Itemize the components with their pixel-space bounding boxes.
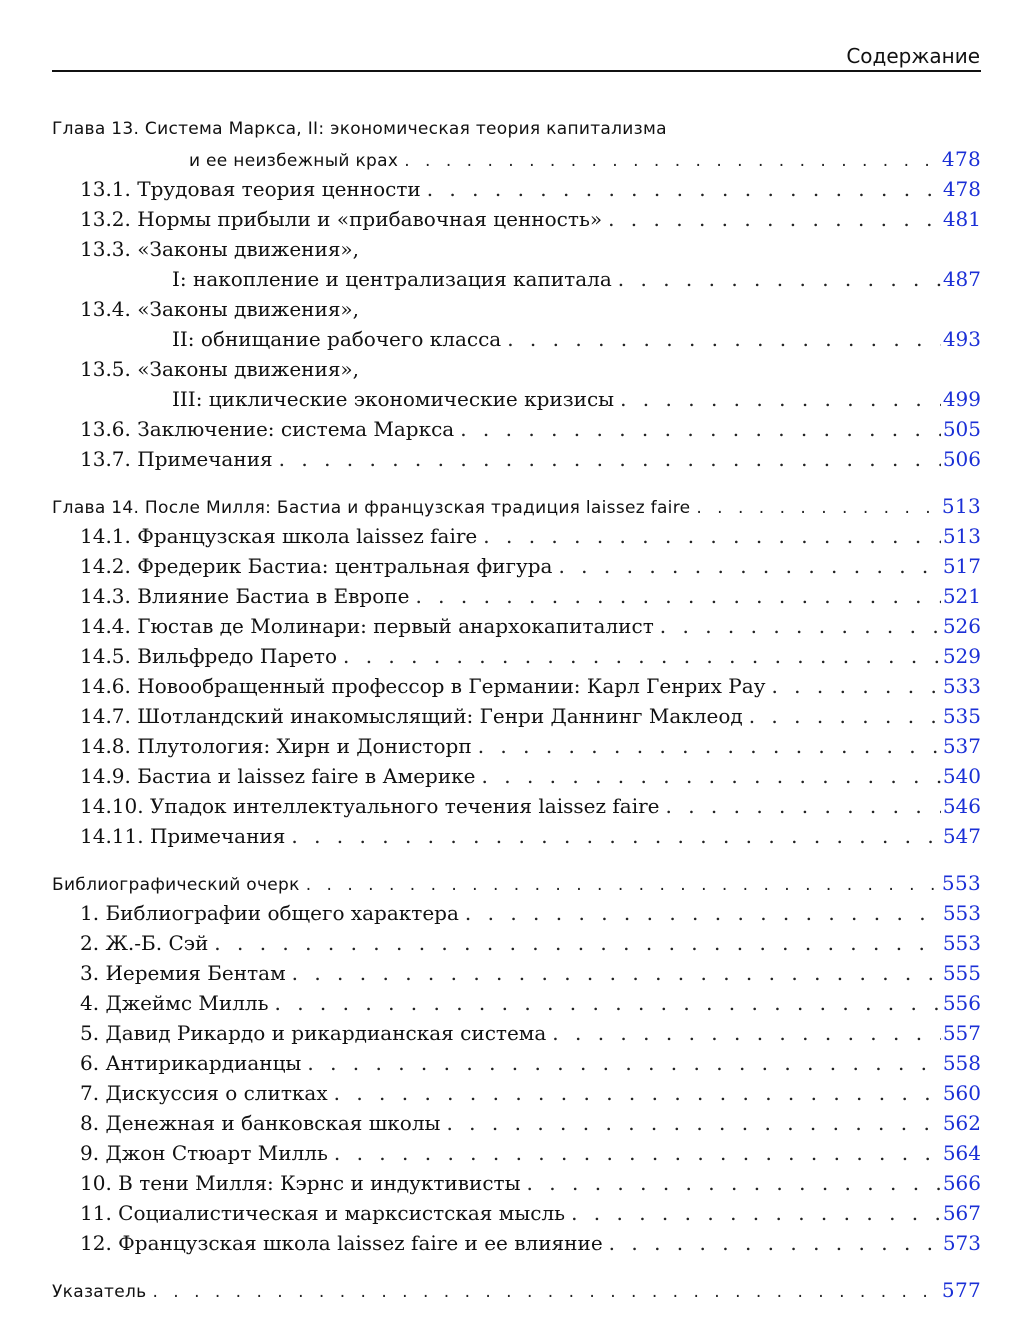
page-number[interactable]: 499 — [942, 387, 981, 411]
toc-entry-bib-11[interactable]: 11. Социалистическая и марксистская мысль . . . 567 — [52, 1198, 981, 1228]
page-number[interactable]: 506 — [942, 447, 981, 471]
toc-entry-bib-2[interactable]: 2. Ж.-Б. Сэй . . . 553 — [52, 928, 981, 958]
toc-entry-14-11[interactable]: 14.11. Примечания . . . 547 — [52, 821, 981, 851]
toc-entry-13-3[interactable]: I: накопление и централизация капитала . . . 487 — [52, 264, 981, 294]
toc-entry-14-4[interactable]: 14.4. Гюстав де Молинари: первый анархокапиталист . . . 526 — [52, 611, 981, 641]
toc-entry-14-10[interactable]: 14.10. Упадок интеллектуального течения laissez faire . . . 546 — [52, 791, 981, 821]
toc-entry-bib-3[interactable]: 3. Иеремия Бентам . . . 555 — [52, 958, 981, 988]
toc-entry-bib-10[interactable]: 10. В тени Милля: Кэрнс и индуктивисты . . . 566 — [52, 1168, 981, 1198]
page-number[interactable]: 529 — [942, 644, 981, 668]
toc-entry-bib-8[interactable]: 8. Денежная и банковская школы . . . 562 — [52, 1108, 981, 1138]
page-number[interactable]: 487 — [942, 267, 981, 291]
header-rule — [52, 70, 981, 72]
toc-entry-bib-9[interactable]: 9. Джон Стюарт Милль . . . 564 — [52, 1138, 981, 1168]
page-number[interactable]: 577 — [941, 1278, 981, 1302]
page-number[interactable]: 567 — [942, 1201, 981, 1225]
page-number[interactable]: 547 — [942, 824, 981, 848]
toc-entry-14-6[interactable]: 14.6. Новообращенный профессор в Германии: Карл Генрих Рау . . . 533 — [52, 671, 981, 701]
page-number[interactable]: 573 — [942, 1231, 981, 1255]
toc-entry-14-3[interactable]: 14.3. Влияние Бастиа в Европе . . . 521 — [52, 581, 981, 611]
toc-entry-13-4-line1[interactable]: 13.4. «Законы движения», — [80, 297, 360, 321]
page-number[interactable]: 513 — [942, 524, 981, 548]
toc-entry-14-9[interactable]: 14.9. Бастиа и laissez faire в Америке . . . 540 — [52, 761, 981, 791]
running-title: Содержание — [846, 44, 980, 68]
toc-entry-13-4[interactable]: II: обнищание рабочего класса . . . 493 — [52, 324, 981, 354]
page-number[interactable]: 553 — [941, 871, 981, 895]
toc-entry-bib-5[interactable]: 5. Давид Рикардо и рикардианская система . . . 557 — [52, 1018, 981, 1048]
page-number[interactable]: 556 — [942, 991, 981, 1015]
page-number[interactable]: 557 — [942, 1021, 981, 1045]
table-of-contents — [52, 114, 981, 1305]
chapter-13-heading-line1[interactable]: Глава 13. Система Маркса, II: экономическая теория капитализма — [52, 119, 667, 139]
page-number[interactable]: 535 — [942, 704, 981, 728]
toc-entry-bib-12[interactable]: 12. Французская школа laissez faire и ее влияние . . . 573 — [52, 1228, 981, 1258]
page-number[interactable]: 521 — [942, 584, 981, 608]
page-number[interactable]: 513 — [941, 494, 981, 518]
chapter-14-heading[interactable]: Глава 14. После Милля: Бастиа и французская традиция laissez faire . . . 513 — [52, 491, 981, 521]
toc-entry-13-6[interactable]: 13.6. Заключение: система Маркса . . . 505 — [52, 414, 981, 444]
page-number[interactable]: 553 — [942, 901, 981, 925]
chapter-13-heading-line2[interactable]: и ее неизбежный крах . . . 478 — [52, 144, 981, 174]
toc-entry-14-7[interactable]: 14.7. Шотландский инакомыслящий: Генри Даннинг Маклеод . . . 535 — [52, 701, 981, 731]
page-number[interactable]: 558 — [942, 1051, 981, 1075]
page-number[interactable]: 553 — [942, 931, 981, 955]
toc-entry-13-5[interactable]: III: циклические экономические кризисы . . . 499 — [52, 384, 981, 414]
toc-entry-bib-4[interactable]: 4. Джеймс Милль . . . 556 — [52, 988, 981, 1018]
page-number[interactable]: 526 — [942, 614, 981, 638]
toc-entry-13-5-line1[interactable]: 13.5. «Законы движения», — [80, 357, 360, 381]
toc-entry-bib-1[interactable]: 1. Библиографии общего характера . . . 553 — [52, 898, 981, 928]
toc-entry-14-8[interactable]: 14.8. Плутология: Хирн и Донисторп . . . 537 — [52, 731, 981, 761]
page-number[interactable]: 562 — [942, 1111, 981, 1135]
page-number[interactable]: 537 — [942, 734, 981, 758]
toc-entry-bib-7[interactable]: 7. Дискуссия о слитках . . . 560 — [52, 1078, 981, 1108]
page-number[interactable]: 533 — [942, 674, 981, 698]
page-number[interactable]: 546 — [942, 794, 981, 818]
page-number[interactable]: 555 — [942, 961, 981, 985]
index-heading[interactable]: Указатель . . . 577 — [52, 1275, 981, 1305]
toc-entry-bib-6[interactable]: 6. Антирикардианцы . . . 558 — [52, 1048, 981, 1078]
toc-entry-14-5[interactable]: 14.5. Вильфредо Парето . . . 529 — [52, 641, 981, 671]
toc-entry-13-2[interactable]: 13.2. Нормы прибыли и «прибавочная ценность» . . . 481 — [52, 204, 981, 234]
page-number[interactable]: 517 — [942, 554, 981, 578]
toc-entry-13-7[interactable]: 13.7. Примечания . . . 506 — [52, 444, 981, 474]
page-number[interactable]: 478 — [941, 147, 981, 171]
page-number[interactable]: 481 — [942, 207, 981, 231]
toc-entry-14-1[interactable]: 14.1. Французская школа laissez faire . . . 513 — [52, 521, 981, 551]
dot-leader — [398, 146, 941, 176]
bibliography-heading[interactable]: Библиографический очерк . . . 553 — [52, 868, 981, 898]
page-number[interactable]: 560 — [942, 1081, 981, 1105]
page-number[interactable]: 566 — [942, 1171, 981, 1195]
page-number[interactable]: 478 — [942, 177, 981, 201]
toc-entry-13-1[interactable]: 13.1. Трудовая теория ценности . . . 478 — [52, 174, 981, 204]
toc-entry-14-2[interactable]: 14.2. Фредерик Бастиа: центральная фигура . . . 517 — [52, 551, 981, 581]
toc-entry-13-3-line1[interactable]: 13.3. «Законы движения», — [80, 237, 360, 261]
page-number[interactable]: 564 — [942, 1141, 981, 1165]
page-number[interactable]: 540 — [942, 764, 981, 788]
page-number[interactable]: 493 — [942, 327, 981, 351]
page-number[interactable]: 505 — [942, 417, 981, 441]
